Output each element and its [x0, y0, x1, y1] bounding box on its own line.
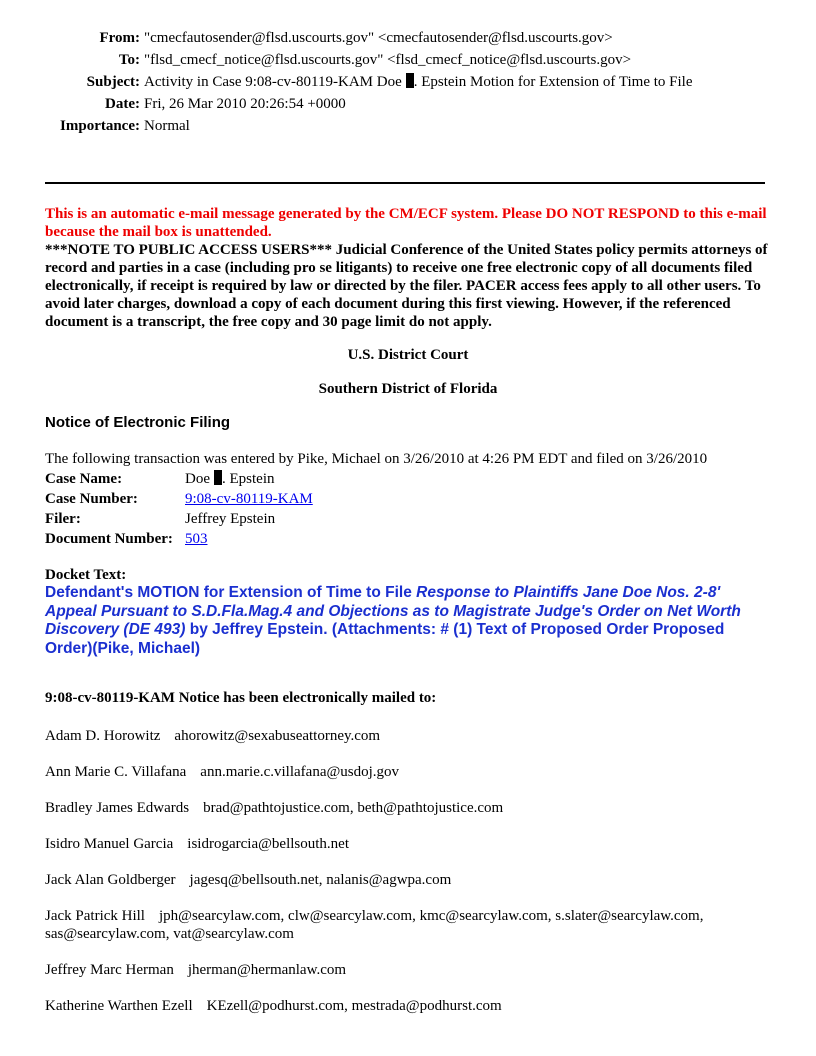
- recipient-list: [45, 727, 775, 1033]
- recipient-emails: KEzell@podhurst.com, mestrada@podhurst.com: [206, 998, 502, 1014]
- automatic-message-warning: This is an automatic e-mail message generated by the CM/ECF system. Please DO NOT RESPOND to this e-mail because the mail box is unattended.: [45, 206, 767, 240]
- recipient-emails: ann.marie.c.villafana@usdoj.gov: [200, 764, 400, 780]
- subject-label: Subject:: [86, 74, 140, 90]
- recipient-name: Adam D. Horowitz: [45, 728, 161, 744]
- to-row: [0, 49, 816, 71]
- case-info-table: [45, 469, 313, 549]
- court-name: U.S. District Court: [347, 347, 469, 363]
- redaction-block: [214, 470, 222, 485]
- subject-row: [0, 71, 816, 93]
- recipient-row: [45, 835, 775, 853]
- subject-value: [144, 71, 693, 93]
- recipient-name: Katherine Warthen Ezell: [45, 998, 193, 1014]
- to-label: To:: [118, 52, 140, 68]
- recipient-emails: isidrogarcia@bellsouth.net: [187, 836, 349, 852]
- recipient-row: [45, 907, 775, 943]
- from-row: [0, 27, 816, 49]
- from-value: "cmecfautosender@flsd.uscourts.gov" <cmecfautosender@flsd.uscourts.gov>: [144, 30, 613, 46]
- recipient-row: [45, 961, 775, 979]
- header-divider: [45, 182, 765, 184]
- case-name-a: Doe: [185, 471, 210, 487]
- recipient-emails: jherman@hermanlaw.com: [187, 962, 347, 978]
- from-label: From:: [99, 30, 140, 46]
- docket-text-part3: by Jeffrey Epstein. (Attachments: # (1) Text of Proposed Order Proposed Order)(Pike, Michael): [45, 621, 725, 657]
- public-access-note: ***NOTE TO PUBLIC ACCESS USERS*** Judicial Conference of the United States policy permits attorneys of record and parties in a case (including pro se litigants) to receive one free electronic copy of all documents filed electronically, if receipt is required by law or directed by the filer. PACER access fees apply to all other users. To avoid later charges, download a copy of each document during this first viewing. However, if the referenced document is a transcript, the free copy and 30 page limit do not apply.: [45, 242, 768, 330]
- redaction-block: [406, 73, 414, 88]
- date-label: Date:: [105, 96, 140, 112]
- recipient-row: [45, 727, 775, 745]
- recipient-name: Jeffrey Marc Herman: [45, 962, 174, 978]
- recipient-name: Jack Alan Goldberger: [45, 872, 176, 888]
- court-district: Southern District of Florida: [318, 381, 498, 397]
- filer-value: Jeffrey Epstein: [185, 511, 276, 527]
- warning-block: [45, 205, 773, 331]
- filer-row: [45, 509, 313, 529]
- importance-value: Normal: [144, 118, 190, 134]
- recipient-row: [45, 763, 775, 781]
- recipient-emails: jagesq@bellsouth.net, nalanis@agwpa.com: [189, 872, 452, 888]
- recipient-name: Jack Patrick Hill: [45, 908, 145, 924]
- recipient-emails: brad@pathtojustice.com, beth@pathtojustice.com: [203, 800, 504, 816]
- document-number-row: [45, 529, 313, 549]
- case-name-row: [45, 469, 313, 489]
- case-name-label: Case Name:: [45, 471, 123, 487]
- recipient-emails: jph@searcylaw.com, clw@searcylaw.com, kmc@searcylaw.com, s.slater@searcylaw.com, sas@searcylaw.com, vat@searcylaw.com: [45, 908, 704, 942]
- recipient-name: Isidro Manuel Garcia: [45, 836, 174, 852]
- date-value: Fri, 26 Mar 2010 20:26:54 +0000: [144, 96, 346, 112]
- email-header: [0, 27, 816, 137]
- docket-text-part1: Defendant's MOTION for Extension of Time to File: [45, 584, 417, 601]
- docket-text-label: Docket Text:: [45, 567, 127, 583]
- recipient-emails: ahorowitz@sexabuseattorney.com: [174, 728, 381, 744]
- date-row: [0, 93, 816, 115]
- mailed-to-label: 9:08-cv-80119-KAM Notice has been electronically mailed to:: [45, 690, 437, 706]
- subject-value-b: . Epstein Motion for Extension of Time to File: [413, 74, 693, 90]
- to-value: "flsd_cmecf_notice@flsd.uscourts.gov" <flsd_cmecf_notice@flsd.uscourts.gov>: [144, 52, 632, 68]
- importance-row: [0, 115, 816, 137]
- case-name-b: . Epstein: [222, 471, 275, 487]
- document-number-link[interactable]: 503: [185, 531, 208, 547]
- recipient-row: [45, 799, 775, 817]
- subject-value-a: Activity in Case 9:08-cv-80119-KAM Doe: [144, 74, 402, 90]
- case-number-label: Case Number:: [45, 491, 138, 507]
- case-number-link[interactable]: 9:08-cv-80119-KAM: [185, 491, 313, 507]
- importance-label: Importance:: [60, 118, 140, 134]
- recipient-name: Bradley James Edwards: [45, 800, 190, 816]
- recipient-row: [45, 871, 775, 889]
- docket-text-italic: Response to Plaintiffs Jane Doe Nos. 2-8' Appeal Pursuant to S.D.Fla.Mag.4 and Objections as to Magistrate Judge's Order on Net Worth Discovery (DE 493): [45, 584, 741, 638]
- nef-title: Notice of Electronic Filing: [45, 414, 231, 431]
- document-number-label: Document Number:: [45, 531, 173, 547]
- case-name-value: [185, 469, 275, 489]
- docket-text: [45, 584, 775, 658]
- recipient-row: [45, 997, 775, 1015]
- case-number-row: [45, 489, 313, 509]
- recipient-name: Ann Marie C. Villafana: [45, 764, 187, 780]
- transaction-text: The following transaction was entered by Pike, Michael on 3/26/2010 at 4:26 PM EDT and filed on 3/26/2010: [45, 451, 708, 467]
- filer-label: Filer:: [45, 511, 81, 527]
